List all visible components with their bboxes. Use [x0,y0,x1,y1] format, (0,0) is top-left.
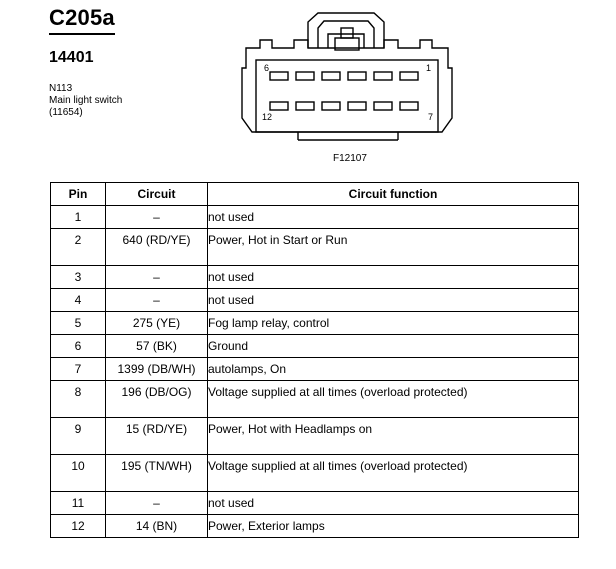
function-cell: Power, Hot with Headlamps on [208,418,579,455]
circuit-cell: 14 (BN) [106,515,208,538]
table-row [51,492,579,515]
header-circuit-function: Circuit function [208,183,579,206]
pin-cell: 12 [51,515,106,538]
function-cell: Fog lamp relay, control [208,312,579,335]
pin-label-bottom-left: 12 [262,112,273,122]
table-row [51,229,579,266]
function-cell: not used [208,289,579,312]
circuit-cell: 1399 (DB/WH) [106,358,208,381]
table-row [51,358,579,381]
connector-title: C205a [49,6,115,35]
header-pin: Pin [51,183,106,206]
function-cell: autolamps, On [208,358,579,381]
function-cell: Power, Exterior lamps [208,515,579,538]
circuit-cell: 275 (YE) [106,312,208,335]
pin-label-top-right: 1 [426,63,432,73]
circuit-cell: 57 (BK) [106,335,208,358]
circuit-cell: – [106,289,208,312]
circuit-cell: 195 (TN/WH) [106,455,208,492]
table-header-row [51,183,579,206]
circuit-cell: 640 (RD/YE) [106,229,208,266]
header-circuit: Circuit [106,183,208,206]
note-line-2: Main light switch [49,95,123,106]
note-line-3: (11654) [49,107,83,118]
function-cell: Voltage supplied at all times (overload protected) [208,455,579,492]
pin-cell: 4 [51,289,106,312]
pin-label-bottom-right: 7 [428,112,434,122]
function-cell: Ground [208,335,579,358]
circuit-cell: 196 (DB/OG) [106,381,208,418]
circuit-cell: – [106,492,208,515]
function-cell: not used [208,492,579,515]
function-cell: not used [208,266,579,289]
circuit-cell: – [106,266,208,289]
pin-label-top-left: 6 [264,63,270,73]
table-row [51,206,579,229]
pin-cell: 8 [51,381,106,418]
pin-cell: 9 [51,418,106,455]
function-cell: not used [208,206,579,229]
table-row [51,381,579,418]
pin-cell: 5 [51,312,106,335]
table-row [51,335,579,358]
part-number: 14401 [49,49,94,66]
pin-cell: 3 [51,266,106,289]
note-line-1: N113 [49,83,73,94]
function-cell: Power, Hot in Start or Run [208,229,579,266]
circuit-cell: 15 (RD/YE) [106,418,208,455]
pin-cell: 7 [51,358,106,381]
connector-face-diagram [238,8,468,144]
table-row [51,515,579,538]
pin-cell: 10 [51,455,106,492]
table-row [51,418,579,455]
pin-cell: 11 [51,492,106,515]
table-row [51,455,579,492]
function-cell: Voltage supplied at all times (overload protected) [208,381,579,418]
table-row [51,312,579,335]
pin-cell: 2 [51,229,106,266]
table-row [51,266,579,289]
pin-cell: 1 [51,206,106,229]
circuit-cell: – [106,206,208,229]
pin-cell: 6 [51,335,106,358]
figure-reference: F12107 [333,153,367,164]
pin-table [50,182,579,538]
table-row [51,289,579,312]
